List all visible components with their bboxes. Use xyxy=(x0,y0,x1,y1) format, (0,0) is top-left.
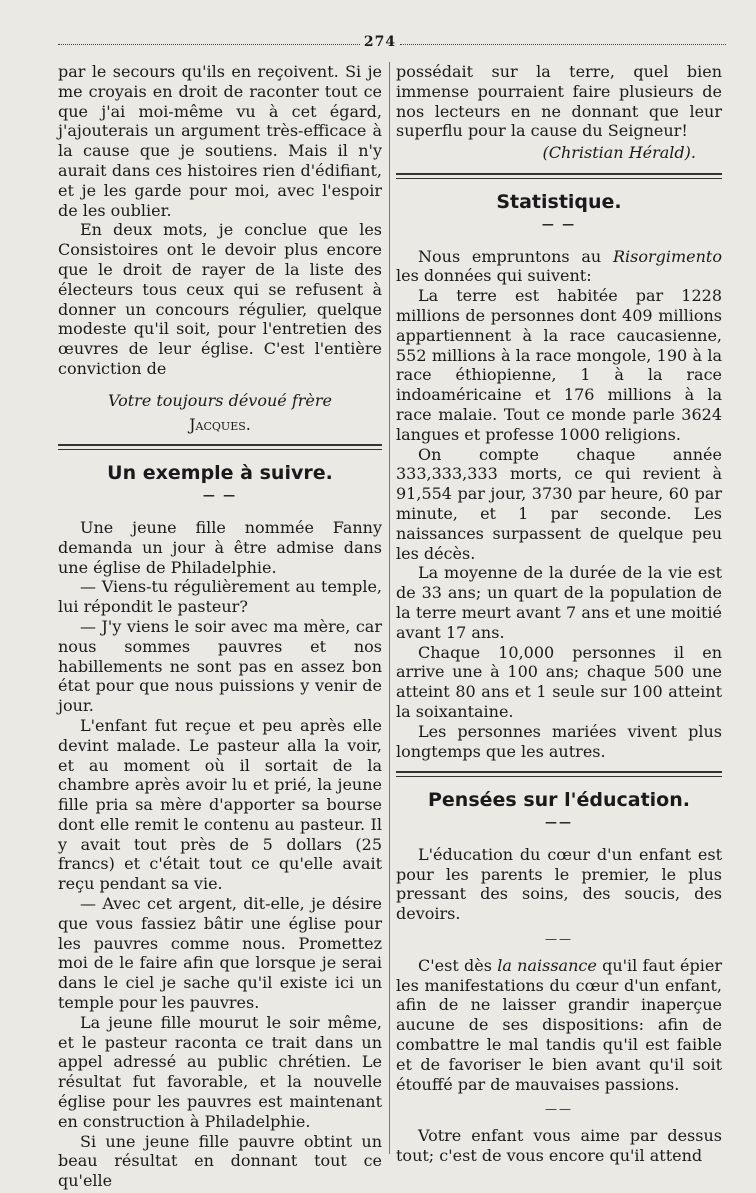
letter-closing: Votre toujours dévoué frère xyxy=(108,390,332,410)
letter-paragraph-1: par le secours qu'ils en reçoivent. Si je me croyais en droit de raconter tout ce que j'ai moi-même vu à cet égard, j'ajouterais un argument très-efficace à la cause que je soutiens. Mais il n'y aurait dans ces histoires rien d'édifiant, et je les garde pour moi, avec l'espoir de les oublier. xyxy=(58,62,382,220)
education-paragraph: L'éducation du cœur d'un enfant est pour les parents le premier, le plus pressant des soins, des soucis, des devoirs. xyxy=(396,844,722,924)
column-divider xyxy=(389,62,390,1154)
section-divider xyxy=(58,444,382,450)
story-paragraph: — Viens-tu régulièrement au temple, lui répondit le pasteur? xyxy=(58,577,382,617)
story-paragraph: L'enfant fut reçue et peu après elle devint malade. Le pasteur alla la voir, et au moment où il sortait de la chambre après avoir lu et prié, la jeune fille pria sa mère d'apporter sa bourse dont elle remit le contenu au pasteur. Il y avait tout près de 5 dollars (25 francs) et c'était tout ce qu'elle avait reçu pendant sa vie. xyxy=(58,715,382,894)
stat-paragraph: La terre est habitée par 1228 millions de personnes dont 409 millions appartiennent à la race caucasienne, 552 millions à la race mongole, 190 à la race éthiopienne, 1 à la race indoaméricaine et 176 millions à la race malaie. Tout ce monde parle 3624 langues et professe 1000 religions. xyxy=(396,286,722,444)
header-rule-left xyxy=(58,44,360,45)
story-continuation: possédait sur la terre, quel bien immense pourraient faire plusieurs de nos lecteurs en ne donnant que leur superflu pour la cause du Seigneur! xyxy=(396,62,722,141)
page-number: 274 xyxy=(363,34,397,50)
title-ornament: —— xyxy=(545,815,573,830)
title-ornament: — — xyxy=(541,216,577,231)
story-paragraph: La jeune fille mourut le soir même, et le pasteur raconta ce trait dans un appel adressé au public chrétien. Le résultat fut favorable, et la nouvelle église pour les pauvres est maintenant en construction à Philadelphie. xyxy=(58,1012,382,1131)
stat-paragraph: La moyenne de la durée de la vie est de 33 ans; un quart de la population de la terre meurt avant 7 ans et une moitié avant 17 ans. xyxy=(396,563,722,642)
story-paragraph: Si une jeune fille pauvre obtint un beau résultat en donnant tout ce qu'elle xyxy=(58,1131,382,1191)
letter-signature: Jacques. xyxy=(189,414,251,434)
section-divider xyxy=(396,173,722,179)
stat-paragraph: Les personnes mariées vivent plus longtemps que les autres. xyxy=(396,721,722,761)
story-paragraph: Une jeune fille nommée Fanny demanda un jour à être admise dans une église de Philadelphie. xyxy=(58,517,382,577)
left-column xyxy=(58,62,382,1191)
right-column xyxy=(396,62,722,1166)
stat-paragraph: On compte chaque année 333,333,333 morts, ce qui revient à 91,554 par jour, 3730 par heure, 60 par minute, et 1 par seconde. Les naissances surpassent de quelque peu les décès. xyxy=(396,444,722,563)
paragraph-separator: —— xyxy=(545,932,573,947)
page-header xyxy=(58,34,726,52)
section-title-statistique: Statistique. xyxy=(496,190,622,213)
section-divider xyxy=(396,771,722,777)
section-title-exemple: Un exemple à suivre. xyxy=(107,462,333,485)
stat-intro: Nous empruntons au Risorgimento les données qui suivent: xyxy=(396,246,722,286)
attribution: (Christian Hérald). xyxy=(542,143,696,163)
education-paragraph: Votre enfant vous aime par dessus tout; c'est de vous encore qu'il attend xyxy=(396,1126,722,1166)
education-paragraph: C'est dès la naissance qu'il faut épier les manifestations du cœur d'un enfant, afin de ne laisser grandir inaperçue aucune de ses dispositions: afin de combattre le mal tandis qu'il est faible et de favoriser le bien avant qu'il soit étouffé par de mauvaises passions. xyxy=(396,955,722,1094)
story-paragraph: — Avec cet argent, dit-elle, je désire que vous fassiez bâtir une église pour les pauvres comme nous. Promettez moi de le faire afin que lorsque je serai dans le ciel je sache qu'il existe ici un temple pour les pauvres. xyxy=(58,894,382,1013)
letter-paragraph-2: En deux mots, je conclue que les Consistoires ont le devoir plus encore que le droit de rayer de la liste des électeurs tous ceux qui se refusent à donner un concours régulier, quelque modeste qu'il soit, pour l'entretien des œuvres de leur église. C'est l'entière conviction de xyxy=(58,220,382,378)
stat-paragraph: Chaque 10,000 personnes il en arrive une à 100 ans; chaque 500 une atteint 80 ans et 1 seule sur 100 atteint la soixantaine. xyxy=(396,642,722,721)
title-ornament: — — xyxy=(202,488,238,503)
header-rule-right xyxy=(400,44,726,45)
story-paragraph: — J'y viens le soir avec ma mère, car nous sommes pauvres et nos habillements ne sont pas en assez bon état pour que nous puissions y venir de jour. xyxy=(58,616,382,716)
section-title-education: Pensées sur l'éducation. xyxy=(428,789,690,812)
paragraph-separator: —— xyxy=(545,1102,573,1117)
